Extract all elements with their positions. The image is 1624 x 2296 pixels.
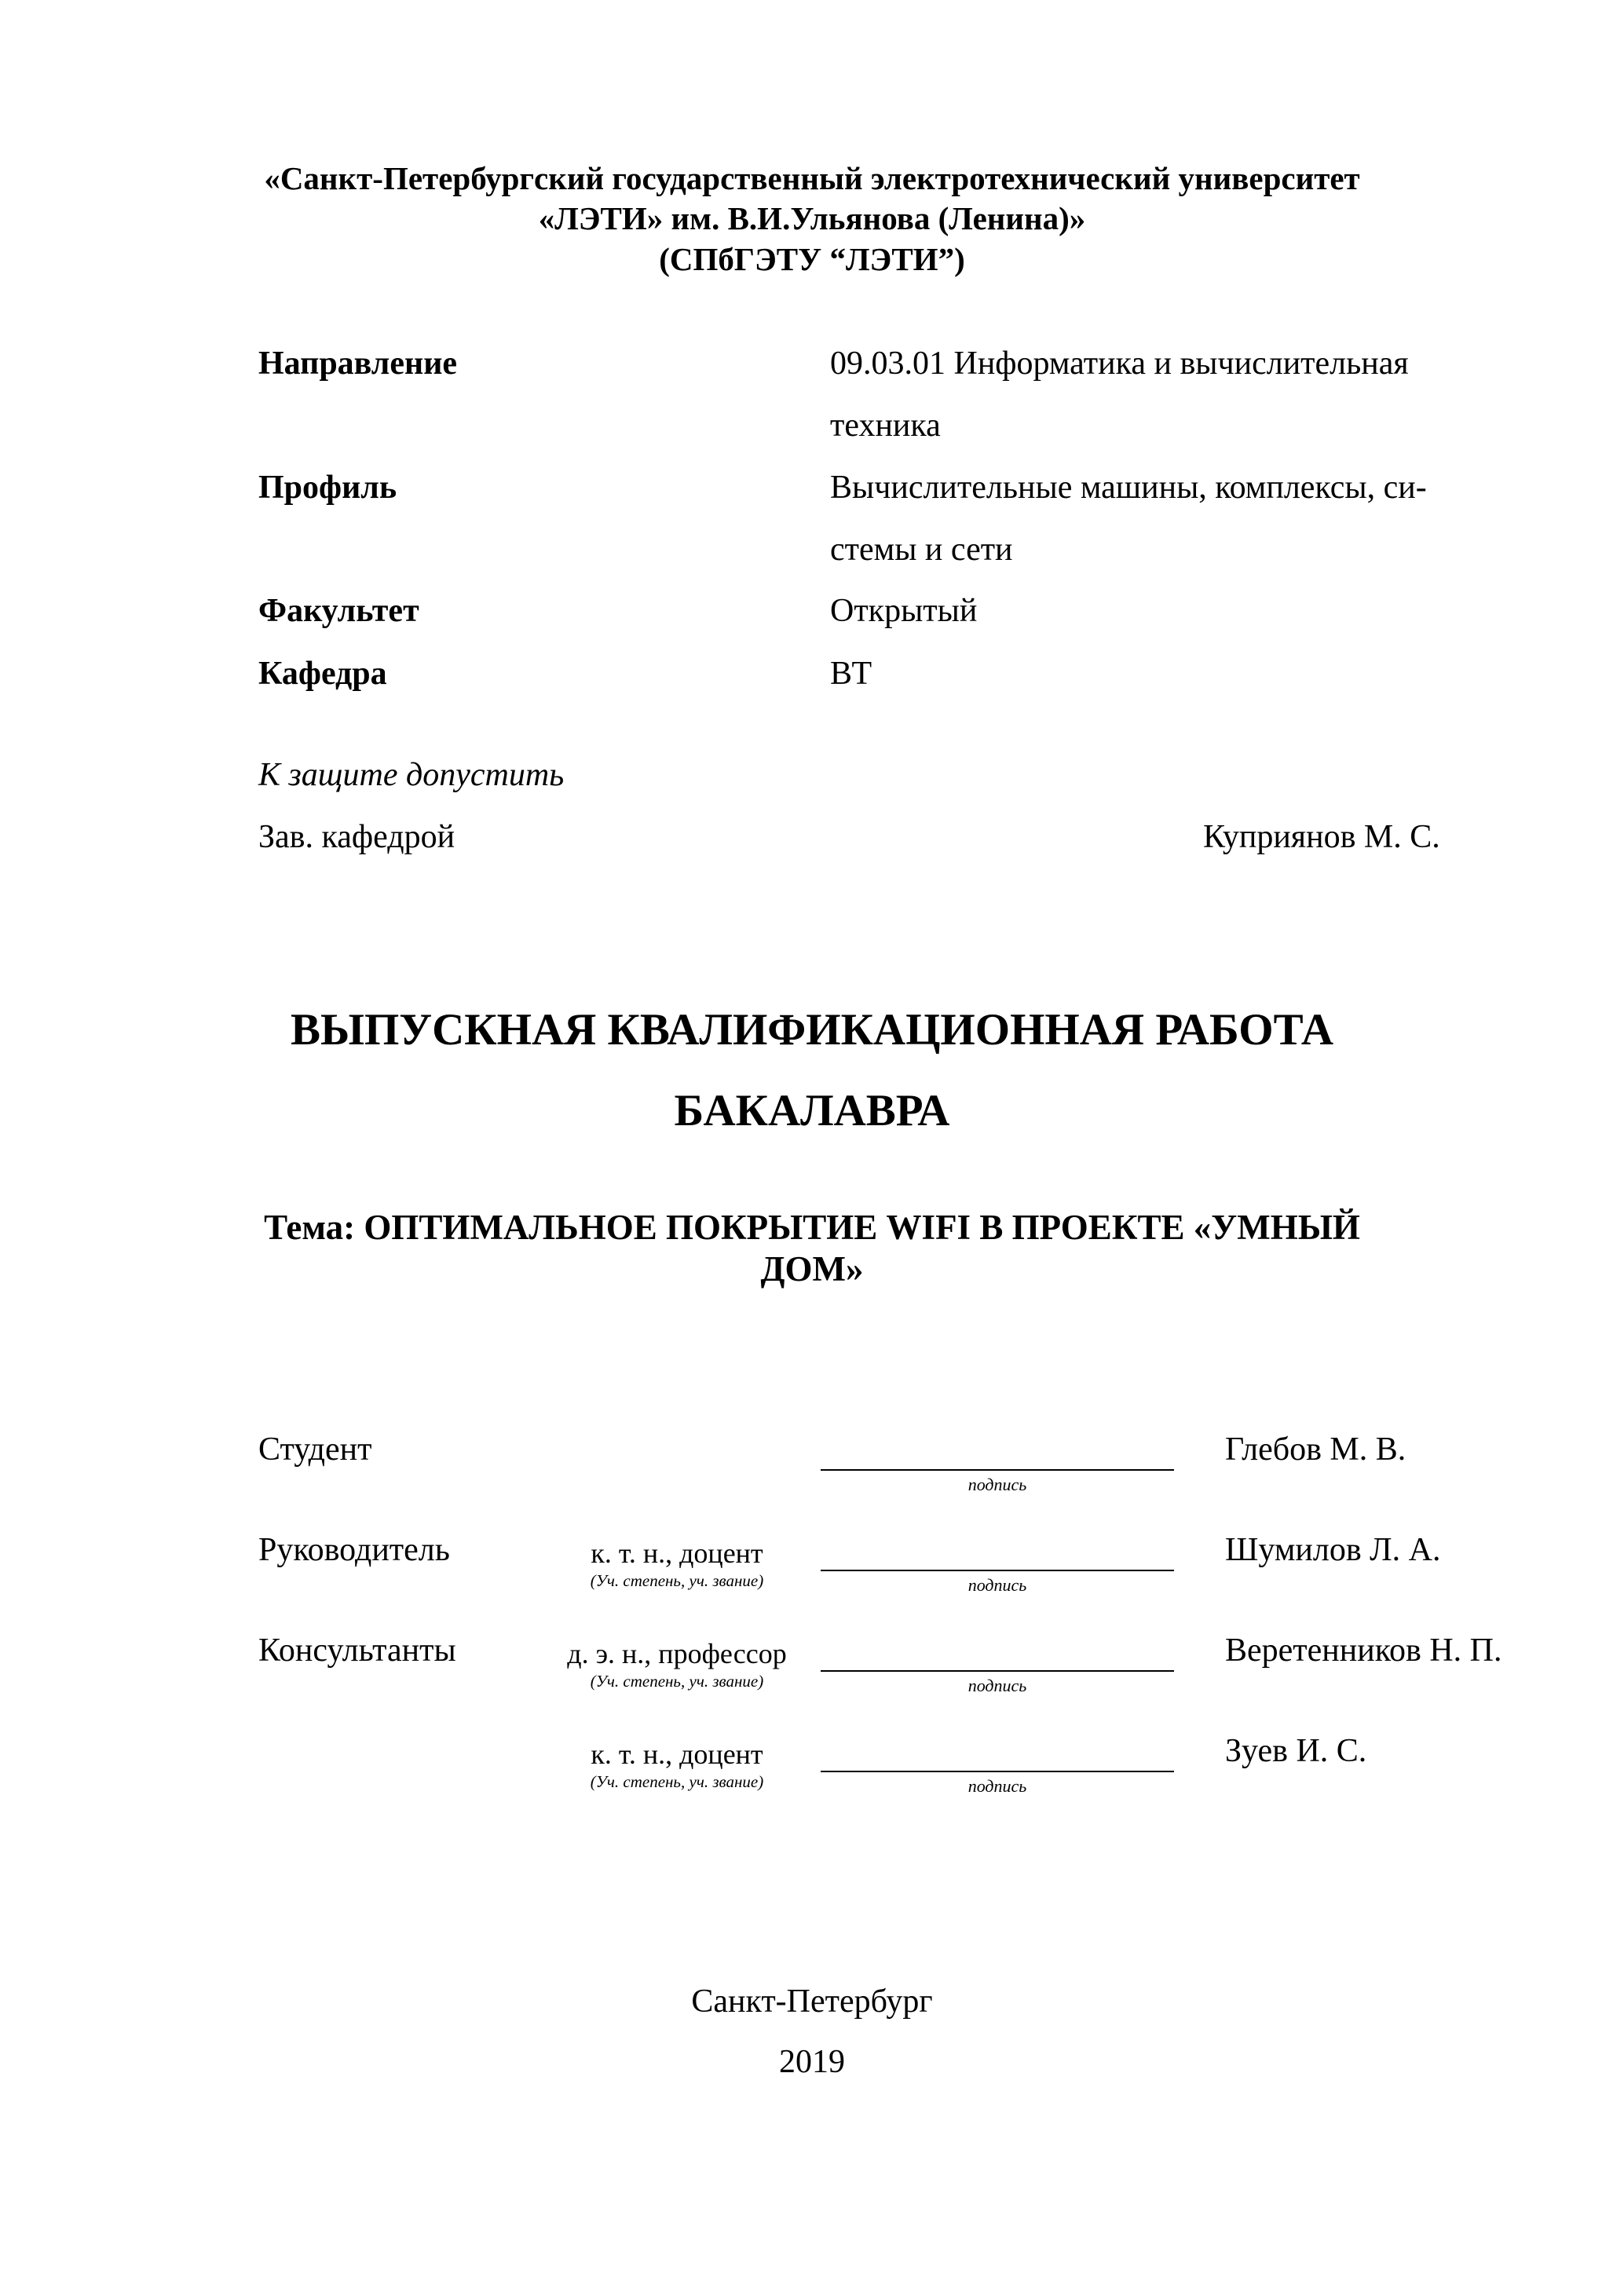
university-name-line1: «Санкт-Петербургский государственный электротехнический университет xyxy=(264,160,1360,196)
approval-position: Зав. кафедрой xyxy=(258,819,455,855)
approval-name: Куприянов М. С. xyxy=(1203,819,1440,855)
academic-rank: д. э. н., профессор xyxy=(567,1638,787,1669)
approval-caption: К защите допустить xyxy=(258,757,565,793)
academic-rank-caption: (Уч. степень, уч. звание) xyxy=(590,1772,764,1791)
signature-role: Студент xyxy=(258,1431,372,1468)
document-title-line2: БАКАЛАВРА xyxy=(674,1086,950,1135)
signature-caption: подпись xyxy=(967,1475,1027,1494)
info-value-profile-cont: стемы и сети xyxy=(830,532,1013,568)
academic-rank-caption: (Уч. степень, уч. звание) xyxy=(590,1672,764,1691)
academic-rank: к. т. н., доцент xyxy=(591,1738,763,1770)
info-label-faculty: Факультет xyxy=(258,593,419,629)
signatory-name: Глебов М. В. xyxy=(1225,1431,1406,1468)
signature-caption: подпись xyxy=(967,1676,1027,1695)
signatory-name: Веретенников Н. П. xyxy=(1225,1632,1502,1669)
signature-line xyxy=(821,1570,1174,1571)
info-value-department: ВТ xyxy=(830,656,872,692)
topic-line2: ДОМ» xyxy=(760,1249,864,1289)
footer-city: Санкт-Петербург xyxy=(691,1983,933,2020)
signatory-name: Зуев И. С. xyxy=(1225,1733,1367,1769)
info-value-direction-cont: техника xyxy=(830,408,941,444)
signature-caption: подпись xyxy=(967,1776,1027,1796)
signature-line xyxy=(821,1469,1174,1471)
info-value-direction: 09.03.01 Информатика и вычислительная xyxy=(830,345,1409,382)
info-label-department: Кафедра xyxy=(258,656,387,692)
document-title-line1: ВЫПУСКНАЯ КВАЛИФИКАЦИОННАЯ РАБОТА xyxy=(290,1005,1333,1055)
academic-rank-caption: (Уч. степень, уч. звание) xyxy=(590,1571,764,1590)
signatory-name: Шумилов Л. А. xyxy=(1225,1532,1441,1568)
academic-rank: к. т. н., доцент xyxy=(591,1537,763,1569)
university-name-line2: «ЛЭТИ» им. В.И.Ульянова (Ленина)» xyxy=(538,200,1086,236)
signature-caption: подпись xyxy=(967,1575,1027,1595)
topic-line1: Тема: ОПТИМАЛЬНОЕ ПОКРЫТИЕ WIFI В ПРОЕКТЕ «УМНЫЙ xyxy=(264,1208,1360,1247)
university-abbreviation: (СПбГЭТУ “ЛЭТИ”) xyxy=(659,241,965,277)
signature-role: Руководитель xyxy=(258,1532,450,1568)
footer-year: 2019 xyxy=(779,2044,845,2080)
info-value-profile: Вычислительные машины, комплексы, си- xyxy=(830,470,1427,506)
info-label-direction: Направление xyxy=(258,345,458,382)
info-value-faculty: Открытый xyxy=(830,593,978,629)
info-label-profile: Профиль xyxy=(258,470,397,506)
signature-role: Консультанты xyxy=(258,1632,456,1669)
signature-line xyxy=(821,1771,1174,1772)
signature-line xyxy=(821,1670,1174,1672)
